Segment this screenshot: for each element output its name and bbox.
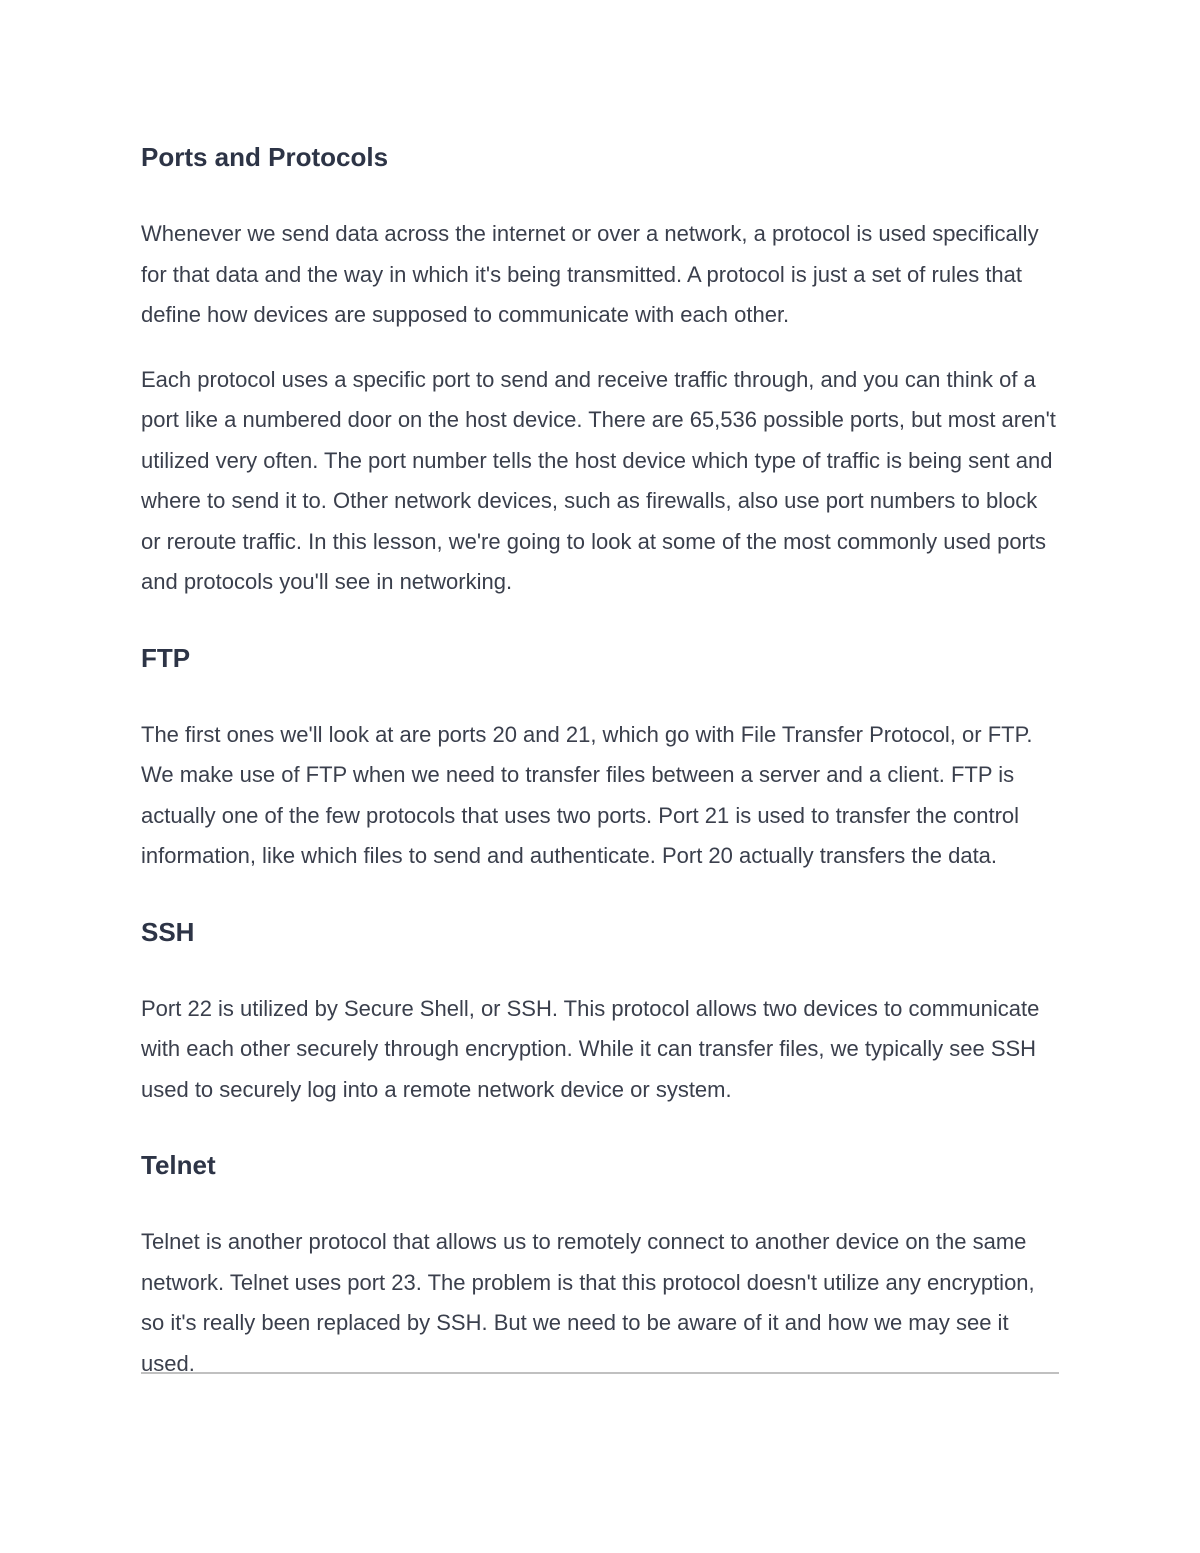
section-heading-ssh: SSH xyxy=(141,916,195,947)
intro-paragraph-2: Each protocol uses a specific port to send and receive traffic through, and you can think of a port like a numbered door on the host device. There are 65,536 possible ports, but most aren't utilized very often. The port number tells the host device which type of traffic is being sent and where to send it to. Other network devices, such as firewalls, also use port numbers to block or reroute traffic. In this lesson, we're going to look at some of the most commonly used ports and protocols you'll see in networking. xyxy=(141,366,1056,594)
page-divider xyxy=(141,1372,1059,1374)
section-body-ftp: The first ones we'll look at are ports 20 and 21, which go with File Transfer Protocol, or FTP. We make use of FTP when we need to transfer files between a server and a client. FTP is actually one of the few protocols that uses two ports. Port 21 is used to transfer the control information, like which files to send and authenticate. Port 20 actually transfers the data. xyxy=(141,721,1033,868)
section-body-telnet: Telnet is another protocol that allows us to remotely connect to another device on the same network. Telnet uses port 23. The problem is that this protocol doesn't utilize any encryption, so it's really been replaced by SSH. But we need to be aware of it and how we may see it used. xyxy=(141,1229,1035,1376)
document-page xyxy=(141,130,1059,1408)
section-heading-ftp: FTP xyxy=(141,642,191,673)
intro-paragraph-1: Whenever we send data across the internet or over a network, a protocol is used specifically for that data and the way in which it's being transmitted. A protocol is just a set of rules that define how devices are supposed to communicate with each other. xyxy=(141,221,1039,327)
section-body-ssh: Port 22 is utilized by Secure Shell, or SSH. This protocol allows two devices to communicate with each other securely through encryption. While it can transfer files, we typically see SSH used to securely log into a remote network device or system. xyxy=(141,995,1040,1102)
page-title: Ports and Protocols xyxy=(141,142,389,172)
section-heading-telnet: Telnet xyxy=(141,1150,216,1180)
